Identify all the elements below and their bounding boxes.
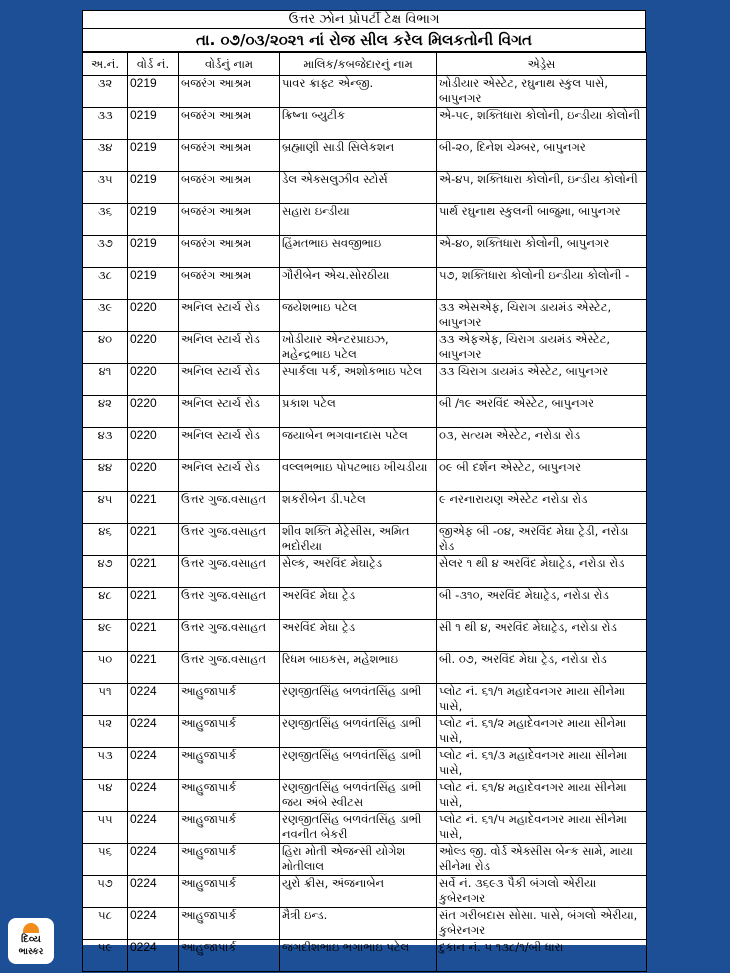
ward-name-cell: ઉત્તર ગુજ.વસાહત xyxy=(179,524,280,556)
address-cell: ૦૩, સત્યમ એસ્ટેટ, નરોડા રોડ xyxy=(437,428,647,460)
serial-cell: ૪૯ xyxy=(83,620,128,652)
ward-no-cell: 0221 xyxy=(128,652,179,684)
serial-cell: ૫૦ xyxy=(83,652,128,684)
owner-cell: સેલ્ક, અરવિંદ મેઘાટ્રેડ xyxy=(280,556,437,588)
serial-cell: ૫૩ xyxy=(83,748,128,780)
serial-cell: ૪૧ xyxy=(83,364,128,396)
ward-no-cell: 0219 xyxy=(128,204,179,236)
column-header-serial: અ.નં. xyxy=(83,53,128,76)
sealed-properties-table xyxy=(82,52,647,972)
serial-cell: ૫૫ xyxy=(83,812,128,844)
ward-name-cell: બજરંગ આશ્રમ xyxy=(179,76,280,108)
table-row xyxy=(83,172,647,204)
owner-cell: પાવર ક્રાફ્ટ એન્જી. xyxy=(280,76,437,108)
address-cell: સી ૧ થી ૪, અરવિંદ મેઘાટ્રેડ, નરોડા રોડ xyxy=(437,620,647,652)
table-row xyxy=(83,204,647,236)
table-row xyxy=(83,524,647,556)
serial-cell: ૩૯ xyxy=(83,300,128,332)
owner-cell: શીવ શક્તિ મેટ્રેસીસ, અમિત ભદોરીયા xyxy=(280,524,437,556)
ward-no-cell: 0221 xyxy=(128,524,179,556)
owner-cell: યુરો ક્રીસ, અંજનાબેન xyxy=(280,876,437,908)
ward-no-cell: 0219 xyxy=(128,236,179,268)
owner-cell: અરવિંદ મેઘા ટ્રેડ xyxy=(280,588,437,620)
owner-cell: ડેલ એક્સલુઝીવ સ્ટોર્સ xyxy=(280,172,437,204)
address-cell: ખોડીયાર એસ્ટેટ, રઘુનાથ સ્કુલ પાસે, બાપુનગર xyxy=(437,76,647,108)
ward-name-cell: બજરંગ આશ્રમ xyxy=(179,172,280,204)
owner-cell: સહારા ઇન્ડીયા xyxy=(280,204,437,236)
address-cell: બી-૨૦, દિનેશ ચેમ્બર, બાપુનગર xyxy=(437,140,647,172)
owner-cell: રણજીતસિંહ બળવંતસિંહ ડાભી xyxy=(280,716,437,748)
ward-no-cell: 0221 xyxy=(128,556,179,588)
owner-cell: જયેશભાઇ પટેલ xyxy=(280,300,437,332)
owner-cell: ક્રિષ્ના બ્યુટીક xyxy=(280,108,437,140)
address-cell: જીએફ બી -૦૪, અરવિંદ મેઘા ટ્રેડી, નરોડા રોડ xyxy=(437,524,647,556)
serial-cell: ૪૩ xyxy=(83,428,128,460)
ward-name-cell: ઉત્તર ગુજ.વસાહત xyxy=(179,652,280,684)
table-row xyxy=(83,844,647,876)
ward-name-cell: આહુજાપાર્ક xyxy=(179,748,280,780)
ward-name-cell: અનિલ સ્ટાર્ચ રોડ xyxy=(179,364,280,396)
table-body xyxy=(83,76,647,972)
column-header-ward-no: વોર્ડ નં. xyxy=(128,53,179,76)
serial-cell: ૪૨ xyxy=(83,396,128,428)
table-row xyxy=(83,108,647,140)
ward-no-cell: 0220 xyxy=(128,300,179,332)
owner-cell: રિધમ બાઇકસ, મહેશભાઇ xyxy=(280,652,437,684)
serial-cell: ૪૪ xyxy=(83,460,128,492)
address-cell: ૩૩ ચિરાગ ડાયમંડ એસ્ટેટ, બાપુનગર xyxy=(437,364,647,396)
ward-no-cell: 0219 xyxy=(128,76,179,108)
serial-cell: ૩૩ xyxy=(83,108,128,140)
serial-cell: ૩૮ xyxy=(83,268,128,300)
ward-name-cell: અનિલ સ્ટાર્ચ રોડ xyxy=(179,396,280,428)
ward-name-cell: બજરંગ આશ્રમ xyxy=(179,140,280,172)
address-cell: પ્લોટ નં. ૬૧/૨ મહાદેવનગર માયા સીનેમા પાસે, xyxy=(437,716,647,748)
ward-name-cell: બજરંગ આશ્રમ xyxy=(179,236,280,268)
owner-cell: હિરા મોતી એજન્સી યોગેશ મોતીલાલ xyxy=(280,844,437,876)
ward-no-cell: 0220 xyxy=(128,428,179,460)
ward-name-cell: આહુજાપાર્ક xyxy=(179,716,280,748)
logo-text-line1: દિવ્ય xyxy=(21,934,41,945)
serial-cell: ૪૭ xyxy=(83,556,128,588)
owner-cell: હિંમતભાઇ સવજીભાઇ xyxy=(280,236,437,268)
serial-cell: ૫૬ xyxy=(83,844,128,876)
ward-no-cell: 0224 xyxy=(128,876,179,908)
serial-cell: ૫૨ xyxy=(83,716,128,748)
ward-no-cell: 0219 xyxy=(128,140,179,172)
address-cell: સર્વે નં. ૩૬૯૩ પૈકી બંગલો એરીયા કુબેરનગર xyxy=(437,876,647,908)
table-row xyxy=(83,652,647,684)
document-sheet xyxy=(82,10,646,954)
ward-no-cell: 0219 xyxy=(128,268,179,300)
serial-cell: ૫૭ xyxy=(83,876,128,908)
ward-no-cell: 0224 xyxy=(128,844,179,876)
serial-cell: ૩૫ xyxy=(83,172,128,204)
table-row xyxy=(83,940,647,972)
ward-no-cell: 0224 xyxy=(128,748,179,780)
serial-cell: ૩૪ xyxy=(83,140,128,172)
address-cell: એ-૪૦, શક્તિધારા કોલોની, બાપુનગર xyxy=(437,236,647,268)
ward-no-cell: 0220 xyxy=(128,364,179,396)
ward-no-cell: 0224 xyxy=(128,908,179,940)
address-cell: ૫૭, શક્તિધારા કોલોની ઇન્ડીયા કોલોની - xyxy=(437,268,647,300)
serial-cell: ૫૯ xyxy=(83,940,128,972)
address-cell: સેલર ૧ થી ૪ અરવિંદ મેઘાટ્રેડ, નરોડા રોડ xyxy=(437,556,647,588)
table-row xyxy=(83,268,647,300)
ward-no-cell: 0221 xyxy=(128,492,179,524)
owner-cell: રણજીતસિંહ બળવંતસિંહ ડાભી નવનીત બેકરી xyxy=(280,812,437,844)
address-cell: ૩૩ એફએફ, ચિરાગ ડાયમંડ એસ્ટેટ, બાપુનગર xyxy=(437,332,647,364)
ward-name-cell: અનિલ સ્ટાર્ચ રોડ xyxy=(179,300,280,332)
column-header-owner: માલિક/કબજેદારનું નામ xyxy=(280,53,437,76)
table-row xyxy=(83,492,647,524)
ward-no-cell: 0224 xyxy=(128,780,179,812)
owner-cell: અરવિંદ મેઘા ટ્રેડ xyxy=(280,620,437,652)
address-cell: ૯ નરનારાયણ એસ્ટેટ નરોડા રોડ xyxy=(437,492,647,524)
serial-cell: ૩૨ xyxy=(83,76,128,108)
document-title: ઉત્તર ઝોન પ્રોપર્ટી ટેક્ષ વિભાગ xyxy=(82,10,646,29)
table-row xyxy=(83,364,647,396)
table-row xyxy=(83,236,647,268)
document-subtitle: તા. ૦૭/૦૩/૨૦૨૧ નાં રોજ સીલ કરેલ મિલકતોની વિગત xyxy=(82,29,646,52)
table-row xyxy=(83,780,647,812)
table-row xyxy=(83,300,647,332)
address-cell: સંત ગરીબદાસ સોસા. પાસે, બંગલો એરીયા, કુબેરનગર xyxy=(437,908,647,940)
table-header-row xyxy=(83,53,647,76)
ward-name-cell: આહુજાપાર્ક xyxy=(179,940,280,972)
serial-cell: ૪૬ xyxy=(83,524,128,556)
ward-name-cell: અનિલ સ્ટાર્ચ રોડ xyxy=(179,428,280,460)
table-row xyxy=(83,332,647,364)
sun-icon xyxy=(23,923,39,933)
table-row xyxy=(83,428,647,460)
ward-name-cell: અનિલ સ્ટાર્ચ રોડ xyxy=(179,460,280,492)
ward-no-cell: 0224 xyxy=(128,812,179,844)
ward-no-cell: 0221 xyxy=(128,620,179,652)
ward-no-cell: 0219 xyxy=(128,108,179,140)
table-row xyxy=(83,588,647,620)
address-cell: એ-૫૯, શક્તિધારા કોલોની, ઇન્ડીયા કોલોની xyxy=(437,108,647,140)
serial-cell: ૫૮ xyxy=(83,908,128,940)
ward-name-cell: આહુજાપાર્ક xyxy=(179,812,280,844)
ward-name-cell: આહુજાપાર્ક xyxy=(179,684,280,716)
ward-name-cell: બજરંગ આશ્રમ xyxy=(179,108,280,140)
serial-cell: ૪૮ xyxy=(83,588,128,620)
owner-cell: જયાબેન ભગવાનદાસ પટેલ xyxy=(280,428,437,460)
address-cell: ઓલ્ડ જી. વોર્ડ એક્સીસ બેન્ક સામે, માયા સીનેમા રોડ xyxy=(437,844,647,876)
ward-name-cell: આહુજાપાર્ક xyxy=(179,876,280,908)
owner-cell: રણજીતસિંહ બળવંતસિંહ ડાભી xyxy=(280,684,437,716)
table-row xyxy=(83,460,647,492)
divya-bhaskar-logo xyxy=(8,918,54,964)
ward-name-cell: બજરંગ આશ્રમ xyxy=(179,204,280,236)
column-header-address: એડ્રેસ xyxy=(437,53,647,76)
ward-no-cell: 0220 xyxy=(128,460,179,492)
table-row xyxy=(83,876,647,908)
serial-cell: ૪૦ xyxy=(83,332,128,364)
ward-no-cell: 0224 xyxy=(128,940,179,972)
owner-cell: ગૌરીબેન એચ.સોરઠીયા xyxy=(280,268,437,300)
column-header-ward-name: વોર્ડનું નામ xyxy=(179,53,280,76)
serial-cell: ૪૫ xyxy=(83,492,128,524)
table-row xyxy=(83,76,647,108)
address-cell: બી. ૦૭, અરવિંદ મેઘા ટ્રેડ, નરોડા રોડ xyxy=(437,652,647,684)
table-row xyxy=(83,396,647,428)
address-cell: પાર્થ રઘુનાથ સ્કુલની બાજુમા, બાપુનગર xyxy=(437,204,647,236)
owner-cell: રણજીતસિંહ બળવંતસિંહ ડાભી xyxy=(280,748,437,780)
address-cell: બી -૩૧૦, અરવિંદ મેઘાટ્રેડ, નરોડા રોડ xyxy=(437,588,647,620)
table-row xyxy=(83,812,647,844)
serial-cell: ૫૧ xyxy=(83,684,128,716)
table-row xyxy=(83,620,647,652)
table-row xyxy=(83,908,647,940)
address-cell: ૦૯ બી દર્શન એસ્ટેટ, બાપુનગર xyxy=(437,460,647,492)
ward-name-cell: ઉત્તર ગુજ.વસાહત xyxy=(179,492,280,524)
owner-cell: ખોડીયાર એન્ટરપ્રાઇઝ, મહેન્દ્રભાઇ પટેલ xyxy=(280,332,437,364)
ward-name-cell: ઉત્તર ગુજ.વસાહત xyxy=(179,588,280,620)
ward-name-cell: ઉત્તર ગુજ.વસાહત xyxy=(179,620,280,652)
table-row xyxy=(83,140,647,172)
ward-name-cell: આહુજાપાર્ક xyxy=(179,908,280,940)
owner-cell: શકરીબેન ડી.પટેલ xyxy=(280,492,437,524)
owner-cell: વલ્લભભાઇ પોપટભાઇ ખીચડીયા xyxy=(280,460,437,492)
ward-name-cell: અનિલ સ્ટાર્ચ રોડ xyxy=(179,332,280,364)
address-cell: બી /૧૯ અરવિંદ એસ્ટેટ, બાપુનગર xyxy=(437,396,647,428)
ward-name-cell: આહુજાપાર્ક xyxy=(179,844,280,876)
logo-text-line2: ભાસ્કર xyxy=(18,947,44,957)
owner-cell: જગદીશભાઇ ભગાભાઇ પટેલ xyxy=(280,940,437,972)
table-row xyxy=(83,716,647,748)
ward-name-cell: આહુજાપાર્ક xyxy=(179,780,280,812)
address-cell: પ્લોટ નં. ૬૧/૫ મહાદેવનગર માયા સીનેમા પાસે, xyxy=(437,812,647,844)
ward-no-cell: 0224 xyxy=(128,684,179,716)
ward-no-cell: 0220 xyxy=(128,332,179,364)
serial-cell: ૩૬ xyxy=(83,204,128,236)
table-row xyxy=(83,684,647,716)
ward-name-cell: ઉત્તર ગુજ.વસાહત xyxy=(179,556,280,588)
address-cell: પ્લોટ નં. ૬૧/૪ મહાદેવનગર માયા સીનેમા પાસે, xyxy=(437,780,647,812)
table-row xyxy=(83,748,647,780)
table-row xyxy=(83,556,647,588)
owner-cell: મૈત્રી ઇન્ડ. xyxy=(280,908,437,940)
address-cell: એ-૪૫, શક્તિધારા કોલોની, ઇન્ડીય કોલોની xyxy=(437,172,647,204)
owner-cell: સ્પાર્કલા પર્ક, અશોકભાઇ પટેલ xyxy=(280,364,437,396)
ward-name-cell: બજરંગ આશ્રમ xyxy=(179,268,280,300)
address-cell: પ્લોટ નં. ૬૧/૧ મહાદેવનગર માયા સીનેમા પાસે, xyxy=(437,684,647,716)
address-cell: પ્લોટ નં. ૬૧/૩ મહાદેવનગર માયા સીનેમા પાસે, xyxy=(437,748,647,780)
serial-cell: ૩૭ xyxy=(83,236,128,268)
ward-no-cell: 0220 xyxy=(128,396,179,428)
owner-cell: રણજીતસિંહ બળવંતસિંહ ડાભી જય અંબે સ્વીટસ xyxy=(280,780,437,812)
owner-cell: બ્રહ્માણી સાડી સિલેકશન xyxy=(280,140,437,172)
ward-no-cell: 0219 xyxy=(128,172,179,204)
owner-cell: પ્રકાશ પટેલ xyxy=(280,396,437,428)
ward-no-cell: 0224 xyxy=(128,716,179,748)
address-cell: ૩૩ એસએફ, ચિરાગ ડાયમંડ એસ્ટેટ, બાપુનગર xyxy=(437,300,647,332)
ward-no-cell: 0221 xyxy=(128,588,179,620)
address-cell: દુકાન નં. ૫ ૧૩૮/૧/બી ધારા xyxy=(437,940,647,972)
serial-cell: ૫૪ xyxy=(83,780,128,812)
